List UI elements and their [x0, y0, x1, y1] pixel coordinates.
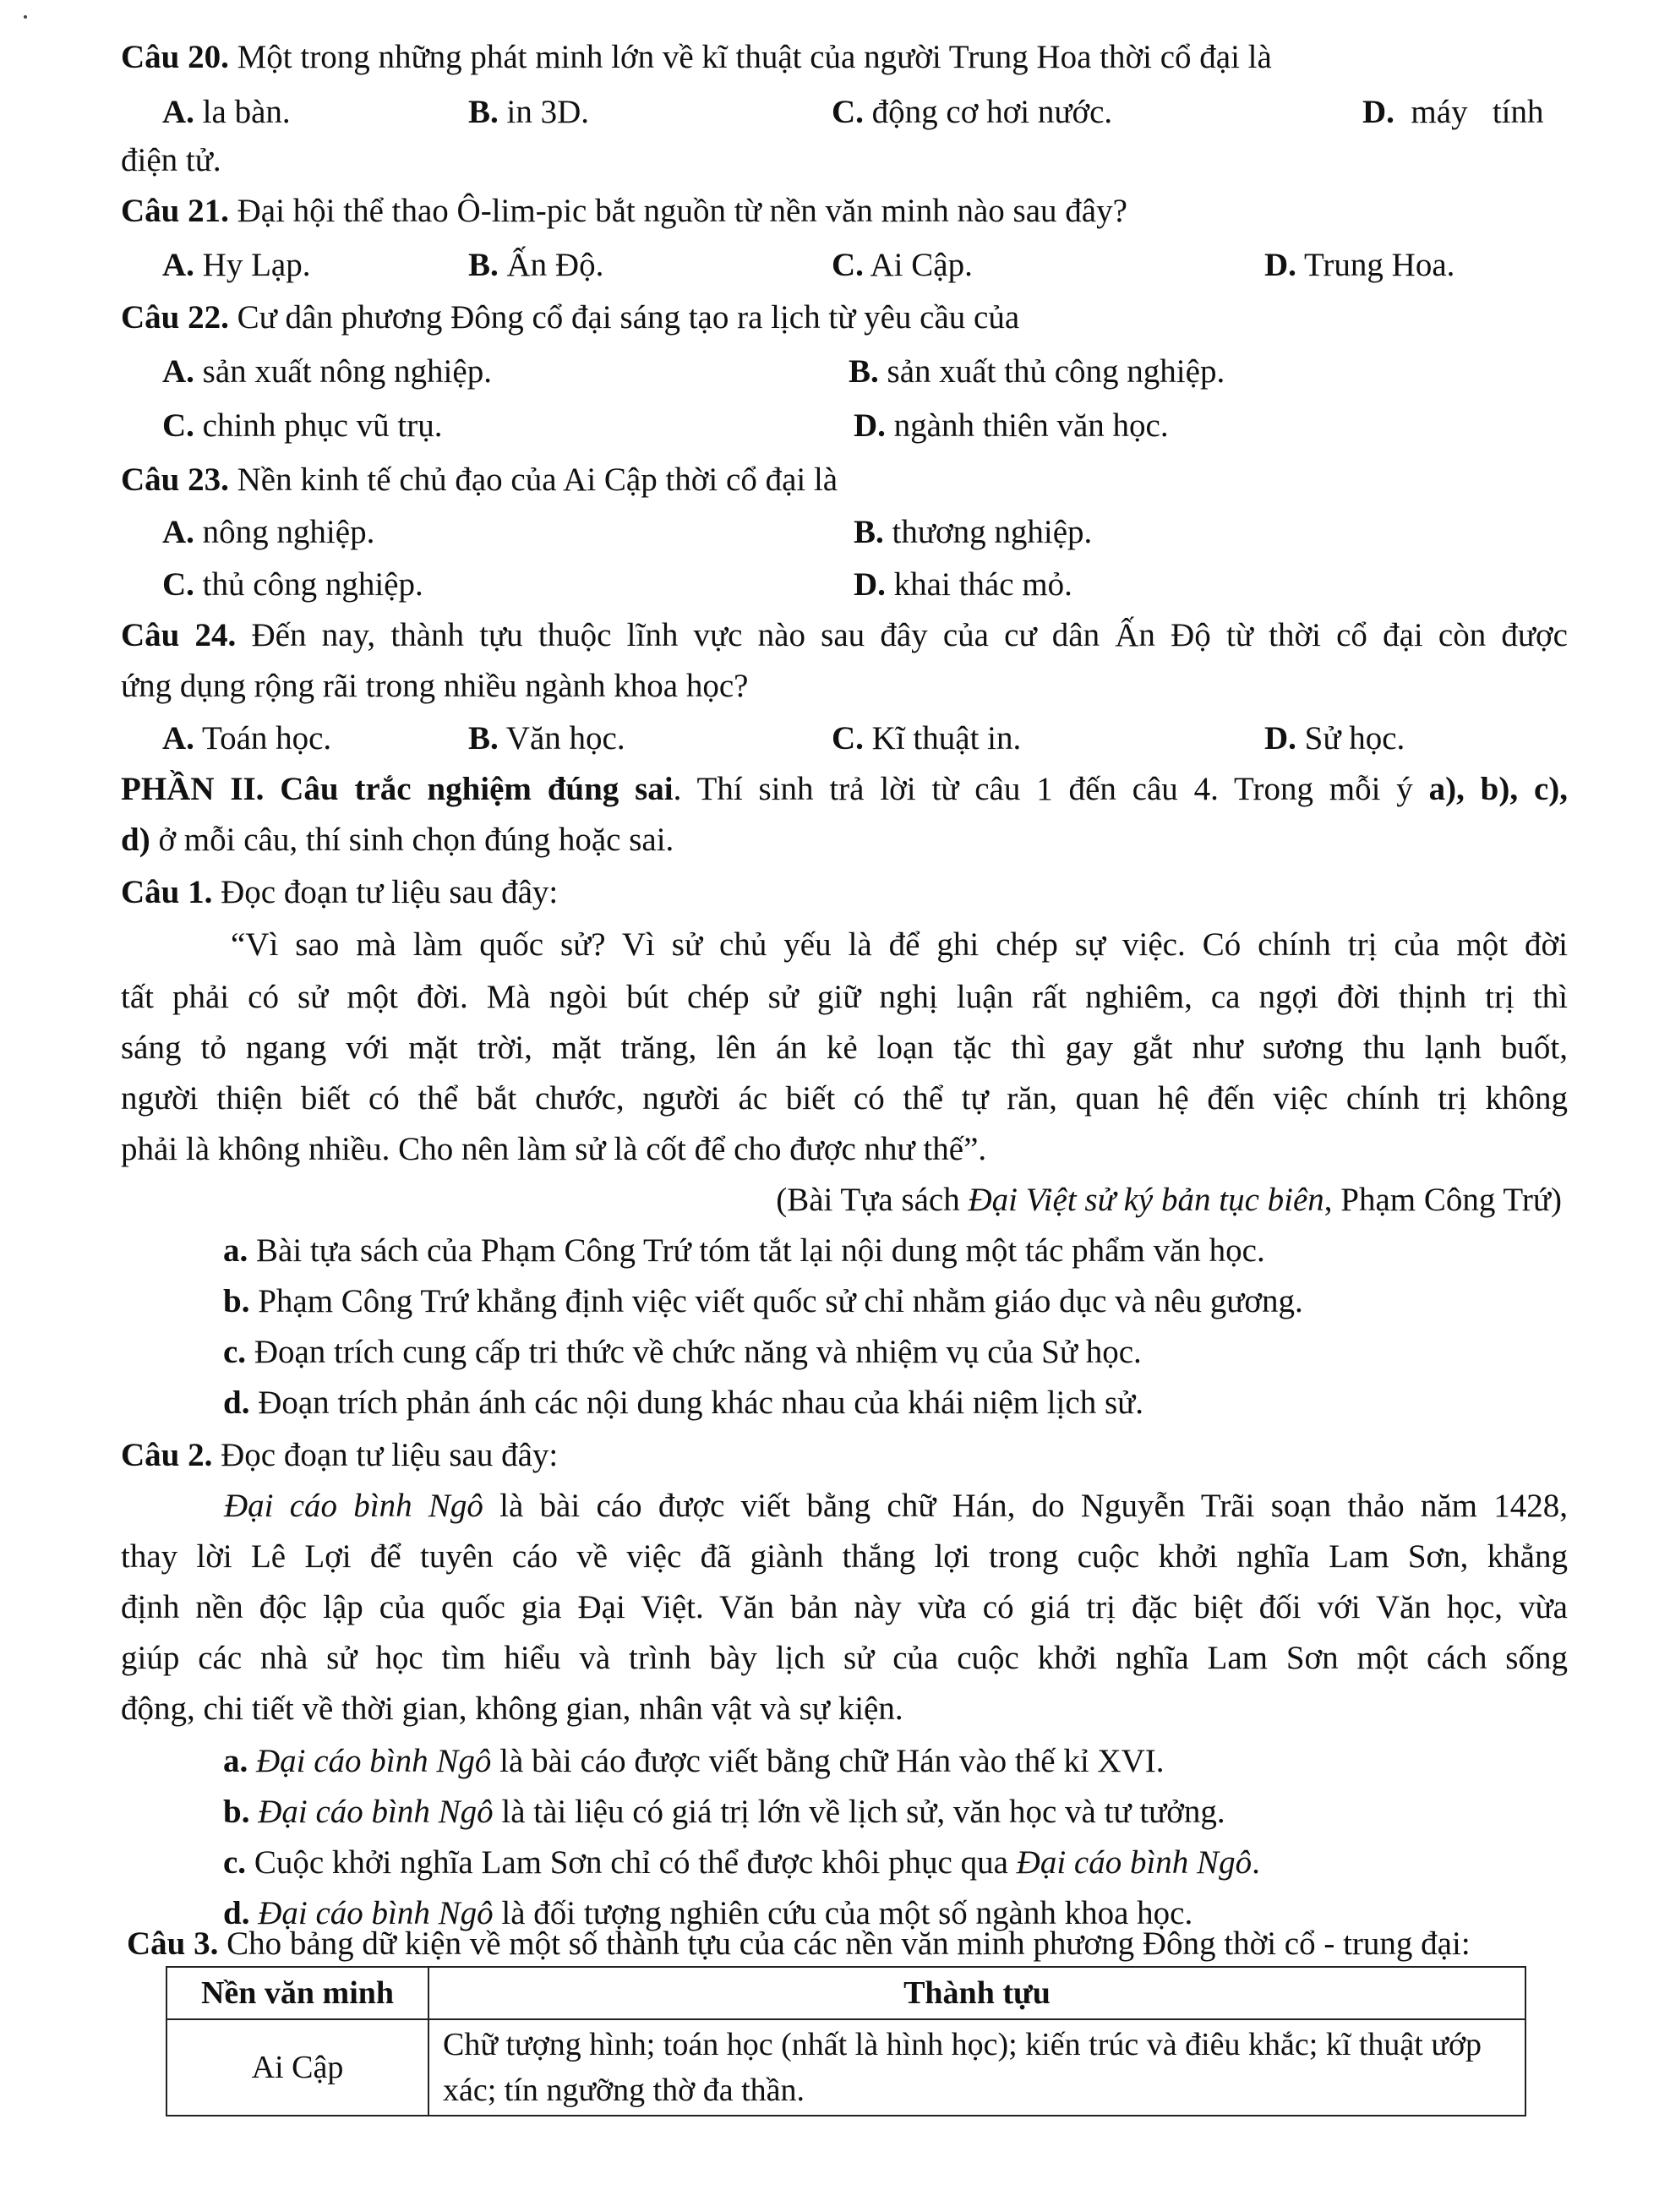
question-text: Nền kinh tế chủ đạo của Ai Cập thời cổ đại là [228, 462, 838, 498]
table-header-civilization: Nền văn minh [166, 1967, 428, 2019]
part2-heading: PHẦN II. Câu trắc nghiệm đúng sai. Thí sinh trả lời từ câu 1 đến câu 4. Trong mỗi ý a), b), c), [121, 771, 1568, 807]
statement-d: d. Đoạn trích phản ánh các nội dung khác nhau của khái niệm lịch sử. [223, 1385, 1144, 1421]
passage-line: giúp các nhà sử học tìm hiểu và trình bày lịch sử của cuộc khởi nghĩa Lam Sơn một cách sống [121, 1640, 1568, 1676]
question-2 [121, 1430, 558, 1481]
passage-line: thay lời Lê Lợi để tuyên cáo về việc đã giành thắng lợi trong cuộc khởi nghĩa Lam Sơn, khẳng [121, 1538, 1568, 1575]
option-b: B. thương nghiệp. [854, 514, 1093, 550]
part2-heading-cont: d) ở mỗi câu, thí sinh chọn đúng hoặc sai. [121, 822, 674, 858]
statement-b: b. Đại cáo bình Ngô là tài liệu có giá trị lớn về lịch sử, văn học và tư tưởng. [223, 1794, 1225, 1830]
question-text-cont: ứng dụng rộng rãi trong nhiều ngành khoa học? [121, 668, 749, 704]
statement-a: a. Đại cáo bình Ngô là bài cáo được viết bằng chữ Hán vào thế kỉ XVI. [223, 1743, 1165, 1779]
option-d: D. máy tính [1362, 94, 1544, 130]
question-1 [121, 867, 558, 918]
option-d: D. Sử học. [1264, 720, 1405, 756]
statement-c: c. Đoạn trích cung cấp tri thức về chức năng và nhiệm vụ của Sử học. [223, 1334, 1142, 1370]
question-23 [121, 455, 838, 505]
table-cell-achievement: Chữ tượng hình; toán học (nhất là hình học); kiến trúc và điêu khắc; kĩ thuật ướp xác; tín ngưỡng thờ đa thần. [428, 2019, 1525, 2116]
passage-line: Đại cáo bình Ngô là bài cáo được viết bằng chữ Hán, do Nguyễn Trãi soạn thảo năm 1428, [224, 1488, 1568, 1524]
table-cell-civilization: Ai Cập [166, 2019, 428, 2116]
question-label: Câu 20. [121, 39, 229, 75]
question-text: Cư dân phương Đông cổ đại sáng tạo ra lịch từ yêu cầu của [228, 299, 1020, 336]
question-label: Câu 1. [121, 874, 213, 910]
quote-line: “Vì sao mà làm quốc sử? Vì sử chủ yếu là để ghi chép sự việc. Có chính trị của một đời [231, 926, 1568, 963]
question-label: Câu 3. [127, 1925, 219, 1962]
quote-line: tất phải có sử một đời. Mà ngòi bút chép sử giữ nghị luận rất nghiêm, ca ngợi đời thịnh trị thì [121, 979, 1568, 1015]
scan-speck [24, 15, 27, 19]
question-label: Câu 23. [121, 462, 229, 498]
table-header-achievement: Thành tựu [428, 1967, 1525, 2019]
option-b: B. Văn học. [468, 720, 625, 756]
question-label: Câu 2. [121, 1437, 213, 1473]
question-text: Cho bảng dữ kiện về một số thành tựu của các nền văn minh phương Đông thời cổ - trung đại: [218, 1925, 1471, 1962]
passage-line: định nền độc lập của quốc gia Đại Việt. Văn bản này vừa có giá trị đặc biệt đối với Văn học, vừa [121, 1589, 1568, 1625]
quote-line: phải là không nhiều. Cho nên làm sử là cốt để cho được như thế”. [121, 1131, 987, 1167]
question-21 [121, 186, 1127, 237]
option-c: C. Kĩ thuật in. [832, 720, 1022, 756]
question-24 [121, 610, 1568, 661]
option-a: A. nông nghiệp. [162, 514, 375, 550]
quote-source: (Bài Tựa sách Đại Việt sử ký bản tục biên, Phạm Công Trứ) [776, 1182, 1562, 1218]
option-d-wrap: điện tử. [121, 142, 221, 178]
part2-title: PHẦN II. Câu trắc nghiệm đúng sai [121, 771, 674, 807]
statement-d: d. Đại cáo bình Ngô là đối tượng nghiên cứu của một số ngành khoa học. [223, 1895, 1193, 1931]
quote-line: người thiện biết có thể bắt chước, người ác biết có thể tự răn, quan hệ đến việc chính trị không [121, 1080, 1568, 1117]
quote-line: sáng tỏ ngang với mặt trời, mặt trăng, lên án kẻ loạn tặc thì gay gắt như sương thu lạnh buốt, [121, 1030, 1568, 1066]
question-20 [121, 32, 1272, 83]
option-d: D. Trung Hoa. [1264, 247, 1455, 283]
question-22 [121, 292, 1019, 343]
option-b: B. Ấn Độ. [468, 247, 604, 283]
table-header-row [166, 1967, 1525, 2019]
option-d: D. ngành thiên văn học. [854, 407, 1169, 444]
statement-b: b. Phạm Công Trứ khẳng định việc viết quốc sử chỉ nhằm giáo dục và nêu gương. [223, 1283, 1303, 1319]
option-b: B. sản xuất thủ công nghiệp. [849, 353, 1225, 390]
option-a: A. Toán học. [162, 720, 332, 756]
question-text: Đọc đoạn tư liệu sau đây: [212, 1437, 559, 1473]
option-d: D. khai thác mỏ. [854, 566, 1072, 603]
statement-a: a. Bài tựa sách của Phạm Công Trứ tóm tắt lại nội dung một tác phẩm văn học. [223, 1232, 1265, 1269]
option-b: B. in 3D. [468, 94, 590, 130]
question-text: Đến nay, thành tựu thuộc lĩnh vực nào sau đây của cư dân Ấn Độ từ thời cổ đại còn được [236, 617, 1568, 653]
option-a: A. la bàn. [162, 94, 291, 130]
option-c: C. chinh phục vũ trụ. [162, 407, 443, 444]
achievements-table [166, 1966, 1526, 2116]
passage-line: động, chi tiết về thời gian, không gian, nhân vật và sự kiện. [121, 1690, 903, 1727]
option-a: A. sản xuất nông nghiệp. [162, 353, 492, 390]
table-row [166, 2019, 1525, 2116]
question-text: Một trong những phát minh lớn về kĩ thuật của người Trung Hoa thời cổ đại là [228, 39, 1272, 75]
option-c: C. động cơ hơi nước. [832, 94, 1113, 130]
option-a: A. Hy Lạp. [162, 247, 311, 283]
question-3 [127, 1919, 1471, 1969]
question-label: Câu 21. [121, 193, 229, 229]
option-c: C. Ai Cập. [832, 247, 973, 283]
question-text: Đọc đoạn tư liệu sau đây: [212, 874, 559, 910]
statement-c: c. Cuộc khởi nghĩa Lam Sơn chỉ có thể được khôi phục qua Đại cáo bình Ngô. [223, 1844, 1260, 1881]
question-label: Câu 24. [121, 617, 237, 653]
question-text: Đại hội thể thao Ô-lim-pic bắt nguồn từ nền văn minh nào sau đây? [228, 193, 1127, 229]
option-c: C. thủ công nghiệp. [162, 566, 423, 603]
question-label: Câu 22. [121, 299, 229, 336]
